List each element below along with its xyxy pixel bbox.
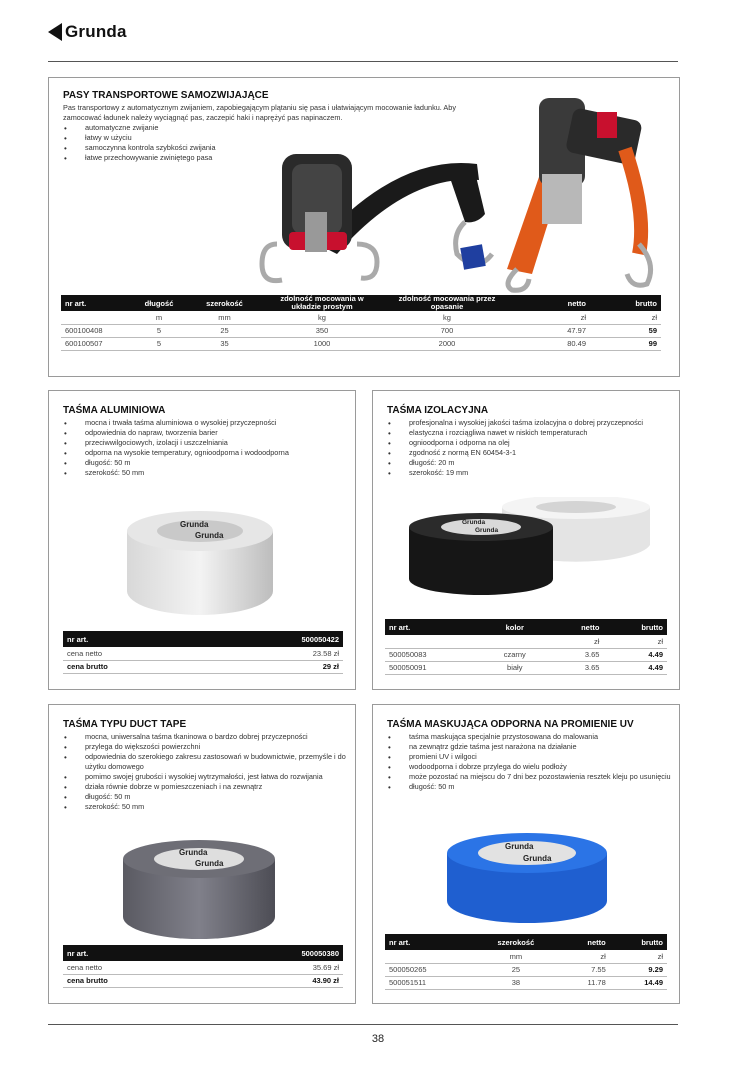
table-header-row <box>385 619 667 635</box>
list-item: • odpowiednia do napraw, tworzenia barier <box>63 428 348 438</box>
gross-price-cell: 4.49 <box>603 648 667 661</box>
duct-tape-table <box>63 945 343 988</box>
art-no-cell: 500050083 <box>385 648 483 661</box>
header-cell: nr art. <box>385 934 473 950</box>
list-item: • długość: 20 m <box>387 458 672 468</box>
unit-cell: mm <box>473 950 559 963</box>
gross-price-cell: 99 <box>590 337 661 350</box>
list-item: • mocna, uniwersalna taśma tkaninowa o bardzo dobrej przyczepności <box>63 732 348 742</box>
units-row <box>385 950 667 963</box>
unit-cell: zł <box>603 635 667 648</box>
brand-name: Grunda <box>65 22 127 41</box>
feature-list <box>387 418 672 478</box>
table-row <box>385 661 667 674</box>
list-item: • na zewnątrz gdzie taśma jest narażona na działanie <box>387 742 672 752</box>
header-cell: netto <box>547 619 603 635</box>
bottom-divider <box>48 1024 678 1025</box>
unit-cell: mm <box>187 311 262 324</box>
unit-cell: zł <box>512 311 590 324</box>
list-item: • profesjonalna i wysokiej jakości taśma izolacyjna o dobrej przyczepności <box>387 418 672 428</box>
header-cell: netto <box>559 934 610 950</box>
list-item: • wodoodporna i dobrze przylega do wielu podłoży <box>387 762 672 772</box>
insulation-tape-table <box>385 619 667 675</box>
header-cell: nr art. <box>61 295 131 311</box>
capacity-straight-cell: 1000 <box>262 337 382 350</box>
list-item: • działa równie dobrze w pomieszczeniach i na zewnątrz <box>63 782 348 792</box>
width-cell: 25 <box>187 324 262 337</box>
svg-text:Grunda: Grunda <box>523 854 552 863</box>
list-item: • zgodność z normą EN 60454-3-1 <box>387 448 672 458</box>
art-no-cell: 500050265 <box>385 963 473 976</box>
unit-cell: zł <box>590 311 661 324</box>
length-cell: 5 <box>131 324 187 337</box>
section-title: TAŚMA TYPU DUCT TAPE <box>63 719 187 730</box>
header-cell: zdolność mocowania przez opasanie <box>382 295 512 311</box>
svg-text:Grunda: Grunda <box>462 519 486 526</box>
brand-logo <box>48 22 127 42</box>
unit-cell <box>483 635 547 648</box>
gross-price-cell: 4.49 <box>603 661 667 674</box>
feature-list <box>63 418 348 478</box>
net-price-cell: 3.65 <box>547 648 603 661</box>
svg-text:Grunda: Grunda <box>195 859 224 868</box>
list-item: • odporna na wysokie temperatury, ognioodporna i wodoodporna <box>63 448 348 458</box>
top-divider <box>48 61 678 62</box>
header-cell: długość <box>131 295 187 311</box>
list-item: • samoczynna kontrola szybkości zwijania <box>63 143 463 153</box>
gross-price-value: 29 zł <box>208 660 343 673</box>
ratchet-strap-table <box>61 295 661 351</box>
table-row <box>61 324 661 337</box>
width-cell: 38 <box>473 976 559 989</box>
gross-price-label: cena brutto <box>63 660 208 673</box>
gross-price-value: 43.90 zł <box>208 974 343 987</box>
list-item: • długość: 50 m <box>63 792 348 802</box>
insulation-tape-image <box>407 497 652 597</box>
units-row <box>385 635 667 648</box>
header-cell: kolor <box>483 619 547 635</box>
header-cell: brutto <box>590 295 661 311</box>
net-price-label: cena netto <box>63 647 208 660</box>
unit-cell <box>61 311 131 324</box>
table-row <box>61 337 661 350</box>
art-no-value: 500050380 <box>208 945 343 961</box>
header-cell: netto <box>512 295 590 311</box>
table-header-row <box>385 934 667 950</box>
table-row <box>385 976 667 989</box>
table-row <box>385 963 667 976</box>
table-row <box>385 648 667 661</box>
width-cell: 25 <box>473 963 559 976</box>
width-cell: 35 <box>187 337 262 350</box>
unit-cell: zł <box>547 635 603 648</box>
section-description: Pas transportowy z automatycznym zwijaniem, zapobiegającym plątaniu się pasa i ułatwiającym mocowanie ładunku. Aby zamocować ładunek należy wyciągnąć pas, zaczepić haki i naprężyć pas napinaczem. <box>63 103 457 123</box>
header-cell: szerokość <box>473 934 559 950</box>
section-title: TAŚMA MASKUJĄCA ODPORNA NA PROMIENIE UV <box>387 719 634 730</box>
svg-text:Grunda: Grunda <box>179 848 208 857</box>
art-no-cell: 500051511 <box>385 976 473 989</box>
logo-arrow-icon <box>48 23 62 41</box>
feature-list <box>387 732 672 792</box>
duct-tape-section <box>48 704 356 1004</box>
aluminium-tape-section <box>48 390 356 690</box>
gross-price-cell: 59 <box>590 324 661 337</box>
net-price-cell: 80.49 <box>512 337 590 350</box>
units-row <box>61 311 661 324</box>
table-header-row <box>61 295 661 311</box>
net-price-label: cena netto <box>63 961 208 974</box>
header-cell: szerokość <box>187 295 262 311</box>
art-no-label: nr art. <box>63 631 208 647</box>
list-item: • elastyczna i rozciągliwa nawet w niskich temperaturach <box>387 428 672 438</box>
color-cell: czarny <box>483 648 547 661</box>
list-item: • łatwy w użyciu <box>63 133 463 143</box>
masking-tape-table <box>385 934 667 990</box>
net-price-cell: 7.55 <box>559 963 610 976</box>
list-item: • automatyczne zwijanie <box>63 123 463 133</box>
art-no-value: 500050422 <box>208 631 343 647</box>
list-item: • promieni UV i wilgoci <box>387 752 672 762</box>
net-price-cell: 47.97 <box>512 324 590 337</box>
capacity-straight-cell: 350 <box>262 324 382 337</box>
feature-list <box>63 732 348 813</box>
header-cell: zdolność mocowania w układzie prostym <box>262 295 382 311</box>
unit-cell <box>385 950 473 963</box>
unit-cell: zł <box>559 950 610 963</box>
masking-tape-section <box>372 704 680 1004</box>
unit-cell: kg <box>382 311 512 324</box>
list-item: • szerokość: 50 mm <box>63 802 348 812</box>
page-number: 38 <box>371 1033 385 1045</box>
list-item: • przylega do większości powierzchni <box>63 742 348 752</box>
art-no-cell: 500050091 <box>385 661 483 674</box>
art-no-cell: 600100408 <box>61 324 131 337</box>
section-title: TAŚMA ALUMINIOWA <box>63 405 166 416</box>
gross-price-label: cena brutto <box>63 974 208 987</box>
list-item: • przeciwwilgociowych, izolacji i uszczelniania <box>63 438 348 448</box>
net-price-value: 23.58 zł <box>208 647 343 660</box>
net-price-cell: 3.65 <box>547 661 603 674</box>
capacity-wrap-cell: 2000 <box>382 337 512 350</box>
color-cell: biały <box>483 661 547 674</box>
aluminium-tape-image <box>125 509 275 619</box>
list-item: • pomimo swojej grubości i wysokiej wytrzymałości, jest łatwa do rozwijania <box>63 772 348 782</box>
list-item: • szerokość: 19 mm <box>387 468 672 478</box>
ratchet-strap-section <box>48 77 680 377</box>
list-item: • ognioodporna i odporna na olej <box>387 438 672 448</box>
svg-text:Grunda: Grunda <box>505 842 534 851</box>
net-price-cell: 11.78 <box>559 976 610 989</box>
list-item: • długość: 50 m <box>63 458 348 468</box>
list-item: • długość: 50 m <box>387 782 672 792</box>
insulation-tape-section <box>372 390 680 690</box>
unit-cell <box>385 635 483 648</box>
section-title: PASY TRANSPORTOWE SAMOZWIJAJĄCE <box>63 90 269 101</box>
unit-cell: zł <box>610 950 667 963</box>
ratchet-strap-product-image <box>247 94 677 294</box>
net-price-value: 35.69 zł <box>208 961 343 974</box>
unit-cell: kg <box>262 311 382 324</box>
svg-text:Grunda: Grunda <box>475 527 499 534</box>
length-cell: 5 <box>131 337 187 350</box>
capacity-wrap-cell: 700 <box>382 324 512 337</box>
svg-text:Grunda: Grunda <box>180 520 209 529</box>
list-item: • może pozostać na miejscu do 7 dni bez pozostawienia resztek kleju po usunięciu <box>387 772 672 782</box>
aluminium-tape-table <box>63 631 343 674</box>
gross-price-cell: 14.49 <box>610 976 667 989</box>
unit-cell: m <box>131 311 187 324</box>
gross-price-cell: 9.29 <box>610 963 667 976</box>
art-no-label: nr art. <box>63 945 208 961</box>
svg-text:Grunda: Grunda <box>195 531 224 540</box>
list-item: • mocna i trwała taśma aluminiowa o wysokiej przyczepności <box>63 418 348 428</box>
list-item: • odpowiednia do szerokiego zakresu zastosowań w budownictwie, przemyśle i do użytku domowego <box>63 752 348 772</box>
header-cell: nr art. <box>385 619 483 635</box>
duct-tape-image <box>121 837 277 941</box>
header-cell: brutto <box>603 619 667 635</box>
art-no-cell: 600100507 <box>61 337 131 350</box>
list-item: • taśma maskująca specjalnie przystosowana do malowania <box>387 732 672 742</box>
header-cell: brutto <box>610 934 667 950</box>
list-item: • szerokość: 50 mm <box>63 468 348 478</box>
masking-tape-image <box>445 831 609 927</box>
section-title: TAŚMA IZOLACYJNA <box>387 405 489 416</box>
list-item: • łatwe przechowywanie zwiniętego pasa <box>63 153 463 163</box>
